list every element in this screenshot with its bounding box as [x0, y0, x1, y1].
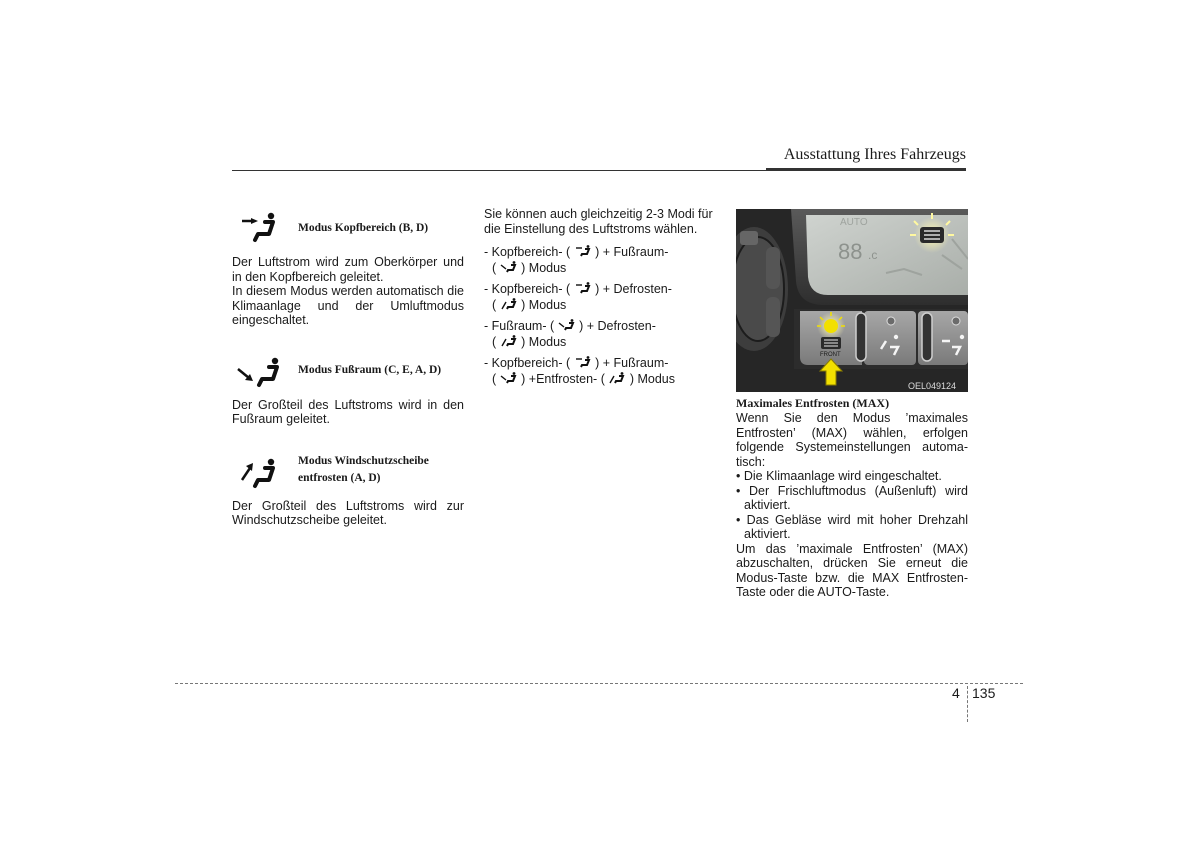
column-2	[484, 207, 718, 392]
combo-text: - Kopfbereich- (	[484, 245, 571, 259]
mode-section-defrost	[232, 447, 464, 493]
face-mode-icon	[574, 281, 592, 295]
defrost-mode-icon	[232, 450, 286, 490]
section-intro: Wenn Sie den Modus ’maximales Entfrosten’ (MAX) wählen, erfolgen folgende Systemeinstellungen automa-tisch:	[736, 411, 968, 469]
mode-heading-line2: entfrosten (A, D)	[298, 471, 381, 484]
combo-list	[484, 244, 718, 386]
combo-text: (	[492, 260, 497, 275]
settings-list	[736, 469, 968, 542]
chapter-number: 4	[952, 685, 960, 701]
section-heading: Maximales Entfrosten (MAX)	[736, 396, 890, 410]
defrost-mode-icon	[500, 334, 518, 348]
combo-text: - Fußraum- (	[484, 319, 555, 333]
combo-text: (	[492, 371, 497, 386]
combo-text: ) + Fußraum-	[595, 356, 669, 370]
combo-item	[484, 244, 718, 275]
mode-description: Der Luftstrom wird zum Oberkörper und in den Kopfbereich geleitet.	[232, 255, 464, 284]
defrost-mode-icon	[608, 371, 626, 385]
list-item: • Das Gebläse wird mit hoher Drehzahl aktiviert.	[736, 512, 968, 541]
page-header-title: Ausstattung Ihres Fahrzeugs	[783, 146, 966, 163]
column-1	[232, 205, 464, 528]
combo-item	[484, 281, 718, 312]
climate-panel-photo	[736, 209, 968, 392]
face-mode-icon	[232, 208, 286, 248]
face-mode-icon	[574, 355, 592, 369]
front-button-label: FRONT	[820, 352, 841, 358]
combo-intro: Sie können auch gleichzeitig 2-3 Modi für die Einstellung des Luftstroms wählen.	[484, 207, 713, 236]
column-3	[736, 396, 968, 600]
mode-heading-line1: Modus Windschutzscheibe	[298, 454, 429, 467]
mode-description: Der Großteil des Luftstroms wird in den Fußraum geleitet.	[232, 397, 464, 426]
list-item: • Der Frischluftmodus (Außenluft) wird aktiviert.	[736, 483, 968, 512]
footer-divider	[967, 686, 968, 722]
svg-text:88: 88	[838, 239, 863, 264]
combo-text: ) + Fußraum-	[595, 245, 669, 259]
combo-text: ) Modus	[521, 260, 567, 275]
mode-section-floor	[232, 348, 464, 394]
combo-item	[484, 318, 718, 349]
floor-mode-icon	[558, 318, 576, 332]
combo-text: (	[492, 297, 497, 312]
combo-text: - Kopfbereich- (	[484, 356, 571, 370]
page-number: 135	[972, 685, 996, 701]
floor-mode-icon	[500, 371, 518, 385]
combo-text: ) Modus	[629, 371, 675, 386]
list-item: • Die Klimaanlage wird eingeschaltet.	[736, 469, 942, 483]
climate-panel-illustration	[736, 209, 968, 392]
mode-heading: Modus Kopfbereich (B, D)	[298, 221, 429, 234]
section-outro: Um das ’maximale Entfrosten’ (MAX) abzuschalten, drücken Sie erneut die Modus-Taste bzw. die MAX Entfrosten-Taste oder die AUTO-Taste.	[736, 541, 968, 599]
mode-heading	[298, 453, 429, 487]
combo-text: ) +Entfrosten- (	[521, 371, 605, 386]
figure-id: OEL049124	[908, 381, 957, 391]
footer-rule	[175, 683, 1023, 684]
mode-description: Der Großteil des Luftstroms wird zur Windschutzscheibe geleitet.	[232, 498, 464, 527]
floor-mode-icon	[232, 351, 286, 391]
mode-heading: Modus Fußraum (C, E, A, D)	[298, 364, 442, 376]
combo-text: ) + Defrosten-	[595, 282, 672, 296]
mode-section-face	[232, 205, 464, 251]
svg-text:AUTO: AUTO	[840, 217, 868, 228]
combo-item	[484, 355, 718, 386]
combo-text: (	[492, 334, 497, 349]
floor-mode-icon	[500, 260, 518, 274]
defrost-mode-icon	[500, 297, 518, 311]
combo-text: ) Modus	[521, 297, 567, 312]
combo-text: ) + Defrosten-	[579, 319, 656, 333]
header-rule-accent	[766, 168, 966, 171]
svg-text:.c: .c	[868, 248, 878, 262]
face-mode-icon	[574, 244, 592, 258]
combo-text: - Kopfbereich- (	[484, 282, 571, 296]
mode-description-extra: In diesem Modus werden automatisch die Klimaanlage und der Umluftmodus eingeschaltet.	[232, 284, 464, 327]
combo-text: ) Modus	[521, 334, 567, 349]
